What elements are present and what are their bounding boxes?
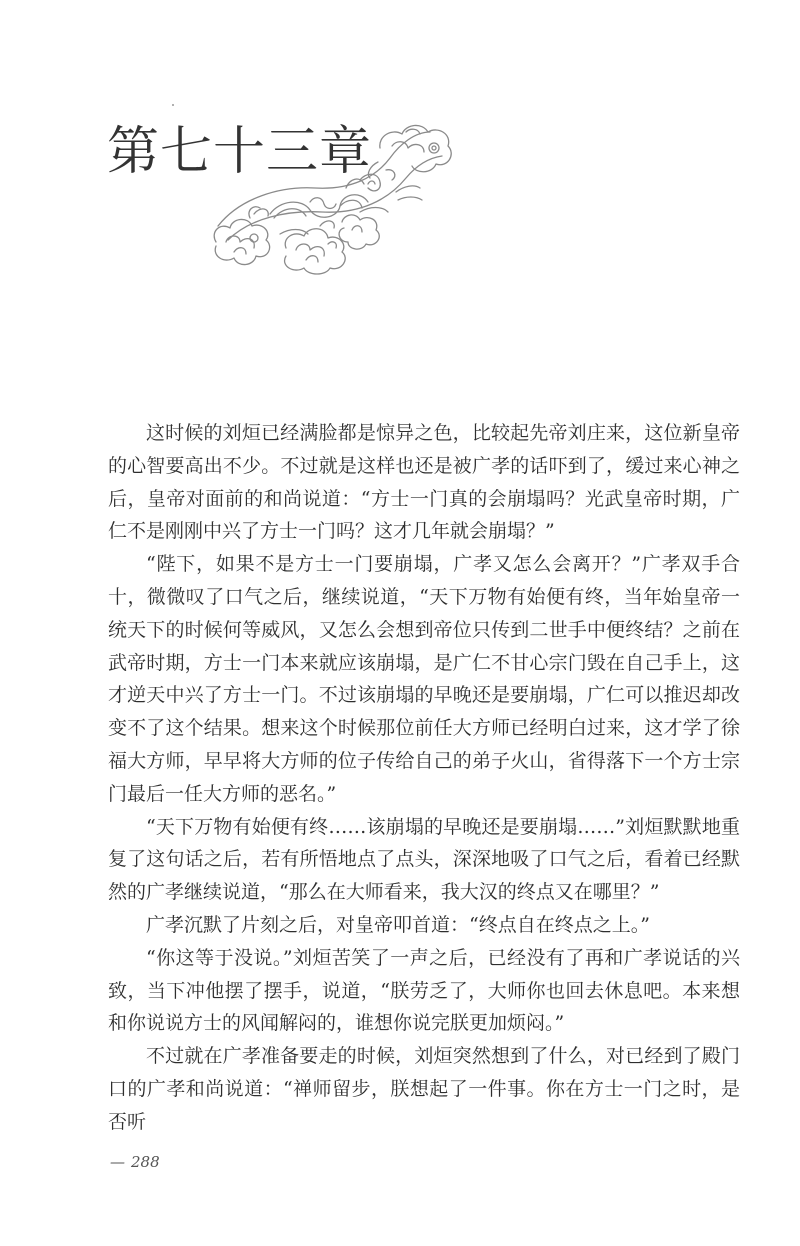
page-number-footer bbox=[110, 1153, 160, 1171]
folio-dash: — bbox=[110, 1153, 125, 1171]
page-number: 288 bbox=[131, 1153, 160, 1171]
cloud-dragon-ornament-icon bbox=[210, 118, 455, 276]
paragraph: “你这等于没说。”刘烜苦笑了一声之后，已经没有了再和广孝说话的兴致，当下冲他摆了摆手，说道，“朕劳乏了，大师你也回去休息吧。本来想和你说说方士的风闻解闷的，谁想你说完朕更加烦闷。” bbox=[108, 946, 740, 1035]
paragraph: “陛下，如果不是方士一门要崩塌，广孝又怎么会离开？”广孝双手合十，微微叹了口气之后，继续说道，“天下万物有始便有终，当年始皇帝一统天下的时候何等威风，又怎么会想到帝位只传到二世手中便终结？之前在武帝时期，方士一门本来就应该崩塌，是广仁不甘心宗门毁在自己手上，这才逆天中兴了方士一门。不过该崩塌的早晚还是要崩塌，广仁可以推迟却改变不了这个结果。想来这个时候那位前任大方师已经明白过来，这才学了徐福大方师，早早将大方师的位子传给自己的弟子火山，省得落下一个方士宗门最后一任大方师的恶名。” bbox=[108, 553, 740, 805]
paragraph: “天下万物有始便有终……该崩塌的早晚还是要崩塌……”刘烜默默地重复了这句话之后，若有所悟地点了点头，深深地吸了口气之后，看着已经默然的广孝继续说道，“那么在大师看来，我大汉的终点又在哪里？” bbox=[108, 815, 740, 904]
print-speck bbox=[172, 104, 174, 106]
paragraph: 这时候的刘烜已经满脸都是惊异之色，比较起先帝刘庄来，这位新皇帝的心智要高出不少。不过就是这样也还是被广孝的话吓到了，缓过来心神之后，皇帝对面前的和尚说道：“方士一门真的会崩塌吗？光武皇帝时期，广仁不是刚刚中兴了方士一门吗？这才几年就会崩塌？” bbox=[108, 422, 740, 543]
paragraph: 不过就在广孝准备要走的时候，刘烜突然想到了什么，对已经到了殿门口的广孝和尚说道：“禅师留步，朕想起了一件事。你在方士一门之时，是否听 bbox=[108, 1045, 740, 1133]
chapter-title: 第七十三章 bbox=[107, 122, 373, 182]
paragraph: 广孝沉默了片刻之后，对皇帝叩首道：“终点自在终点之上。” bbox=[146, 913, 650, 936]
chapter-body bbox=[108, 417, 740, 1139]
